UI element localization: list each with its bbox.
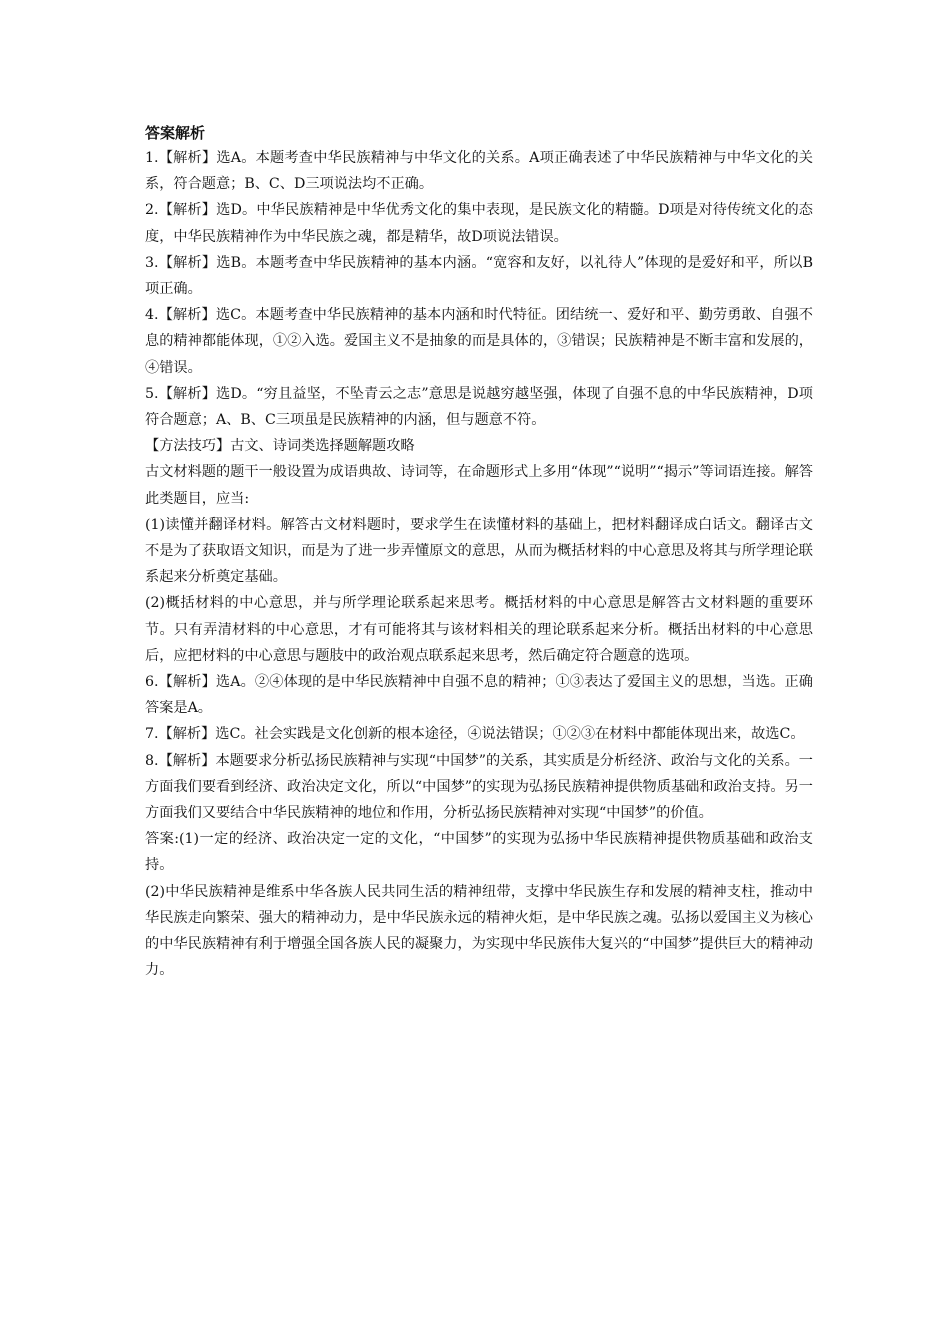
answer-4: 4.【解析】选C。本题考查中华民族精神的基本内涵和时代特征。团结统一、爱好和平、勤劳勇敢、自强不息的精神都能体现，①②入选。爱国主义不是抽象的而是具体的，③错误；民族精神是不断丰富和发展的，④错误。 bbox=[145, 307, 813, 376]
section-title: 答案解析 bbox=[145, 124, 206, 142]
method-tip-intro: 古文材料题的题干一般设置为成语典故、诗词等，在命题形式上多用“体现”“说明”“揭示”等词语连接。解答此类题目，应当: bbox=[145, 464, 813, 507]
answer-5: 5.【解析】选D。“穷且益坚，不坠青云之志”意思是说越穷越坚强，体现了自强不息的中华民族精神，D项符合题意；A、B、C三项虽是民族精神的内涵，但与题意不符。 bbox=[145, 385, 813, 429]
answer-2: 2.【解析】选D。中华民族精神是中华优秀文化的集中表现，是民族文化的精髓。D项是对待传统文化的态度，中华民族精神作为中华民族之魂，都是精华，故D项说法错误。 bbox=[145, 202, 813, 245]
answer-7: 7.【解析】选C。社会实践是文化创新的根本途径，④说法错误；①②③在材料中都能体现出来，故选C。 bbox=[145, 726, 805, 743]
answer-8-part-2: (2)中华民族精神是维系中华各族人民共同生活的精神纽带，支撑中华民族生存和发展的精神支柱，推动中华民族走向繁荣、强大的精神动力，是中华民族永远的精神火炬，是中华民族之魂。弘扬以爱国主义为核心的中华民族精神有利于增强全国各族人民的凝聚力，为实现中华民族伟大复兴的“中国梦”提供巨大的精神动力。 bbox=[145, 883, 813, 979]
method-tip-step-2: (2)概括材料的中心意思，并与所学理论联系起来思考。概括材料的中心意思是解答古文材料题的重要环节。只有弄清材料的中心意思，才有可能将其与该材料相关的理论联系起来分析。概括出材料的中心意思后，应把材料的中心意思与题肢中的政治观点联系起来思考，然后确定符合题意的选项。 bbox=[145, 595, 813, 664]
answer-1: 1.【解析】选A。本题考查中华民族精神与中华文化的关系。A项正确表述了中华民族精神与中华文化的关系，符合题意；B、C、D三项说法均不正确。 bbox=[145, 150, 813, 193]
method-tip-heading: 【方法技巧】古文、诗词类选择题解题攻略 bbox=[145, 438, 415, 455]
method-tip-step-1: (1)读懂并翻译材料。解答古文材料题时，要求学生在读懂材料的基础上，把材料翻译成白话文。翻译古文不是为了获取语文知识，而是为了进一步弄懂原文的意思，从而为概括材料的中心意思及将其与所学理论联系起来分析奠定基础。 bbox=[145, 516, 813, 586]
answer-8-part-1: 答案:(1)一定的经济、政治决定一定的文化，“中国梦”的实现为弘扬中华民族精神提供物质基础和政治支持。 bbox=[145, 831, 813, 874]
document-page bbox=[145, 120, 813, 984]
answer-6: 6.【解析】选A。②④体现的是中华民族精神中自强不息的精神；①③表达了爱国主义的思想，当选。正确答案是A。 bbox=[145, 674, 813, 717]
answer-8-analysis: 8.【解析】本题要求分析弘扬民族精神与实现“中国梦”的关系，其实质是分析经济、政治与文化的关系。一方面我们要看到经济、政治决定文化，所以“中国梦”的实现为弘扬民族精神提供物质基础和政治支持。另一方面我们又要结合中华民族精神的地位和作用，分析弘扬民族精神对实现“中国梦”的价值。 bbox=[145, 752, 813, 822]
answer-3: 3.【解析】选B。本题考查中华民族精神的基本内涵。“宽容和友好，以礼待人”体现的是爱好和平，所以B项正确。 bbox=[145, 254, 813, 298]
